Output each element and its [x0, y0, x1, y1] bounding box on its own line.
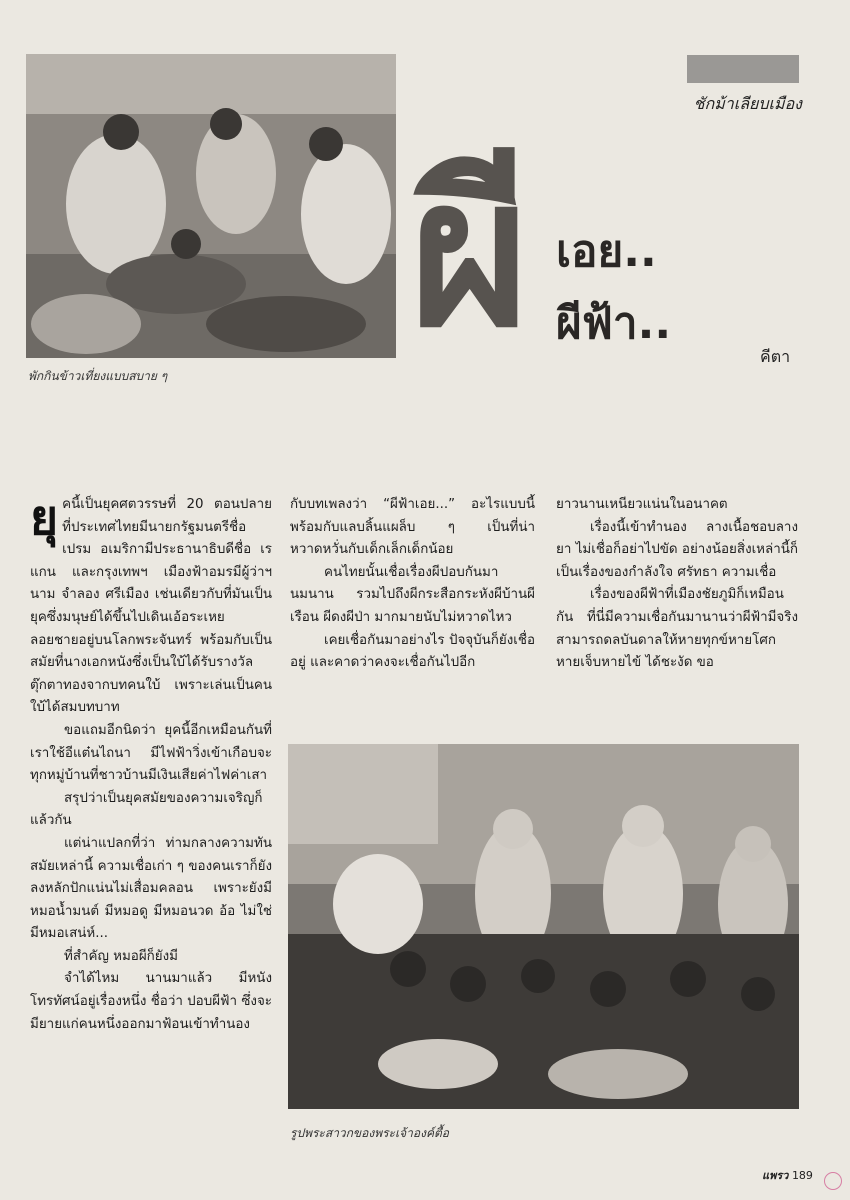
- paragraph: เรื่องของผีฟ้าที่เมืองชัยภูมิก็เหมือนกัน ที่นี่มีความเชื่อกันมานานว่าผีฟ้ามีจริง สามารถดลบันดาลให้หายทุกข์หายโศก หายเจ็บหายไข้ ได้ชะงัด ขอ: [556, 587, 798, 671]
- bottom-photo: [288, 744, 799, 1109]
- article-col-3: [556, 494, 798, 675]
- headline-line2: ผีฟ้า..: [556, 298, 672, 349]
- paragraph: ยาวนานเหนียวแน่นในอนาคต: [556, 497, 728, 512]
- top-photo-caption: พักกินข้าวเที่ยงแบบสบาย ๆ: [28, 369, 168, 383]
- dropcap: ยุ: [30, 490, 59, 546]
- magazine-name: แพรว: [762, 1169, 789, 1182]
- paragraph: จำได้ไหม นานมาแล้ว มีหนังโทรทัศน์อยู่เรื่องหนึ่ง ชื่อว่า ปอบผีฟ้า ซึ่งจะมียายแก่คนหนึ่งออกมาฟ้อนเข้าทำนอง: [30, 971, 272, 1032]
- headline-line1: เอย..: [556, 226, 657, 277]
- paragraph: แต่น่าแปลกที่ว่า ท่ามกลางความทันสมัยเหล่านี้ ความเชื่อเก่า ๆ ของคนเราก็ยังลงหลักปักแน่นไม่เสื่อมคลอน เพราะยังมีหมอน้ำมนต์ มีหมอดู มีหมอนวด อ้อ ไม่ใช่ มีหมอเสน่ห์...: [30, 835, 272, 942]
- paragraph: สรุปว่าเป็นยุคสมัยของความเจริญก็แล้วกัน: [30, 790, 263, 829]
- headline-big: ผี: [410, 135, 527, 373]
- article-col-2: [290, 494, 535, 675]
- paragraph: กับบทเพลงว่า “ผีฟ้าเอย...” อะไรแบบนี้ พร้อมกับแลบลิ้นแผล็บ ๆ เป็นที่น่าหวาดหวั่นกับเด็กเล็กเด็กน้อย: [290, 497, 535, 558]
- section-label: ชักม้าเลียบเมือง: [693, 94, 802, 113]
- article-col-1: [30, 490, 272, 1036]
- paragraph: เรื่องนี้เข้าทำนอง ลางเนื้อชอบลางยา ไม่เชื่อก็อย่าไปขัด อย่างน้อยสิ่งเหล่านี้ก็เป็นเรื่องของกำลังใจ ศรัทธา ความเชื่อ: [556, 519, 798, 580]
- paragraph: ขอแถมอีกนิดว่า ยุคนี้อีกเหมือนกันที่เราใช้อีแต๋นไถนา มีไฟฟ้าวิ่งเข้าเกือบจะทุกหมู่บ้านที่ชาวบ้านมีเงินเสียค่าไฟค่าเสา: [30, 722, 272, 784]
- paragraph: คนไทยนั้นเชื่อเรื่องผีปอบกันมานมนาน รวมไปถึงผีกระสือกระหังผีบ้านผีเรือน ผีดงผีป่า มากมายนับไม่หวาดไหว: [290, 564, 535, 625]
- paragraph: เคยเชื่อกันมาอย่างไร ปัจจุบันก็ยังเชื่ออยู่ และคาดว่าคงจะเชื่อกันไปอีก: [290, 632, 535, 671]
- author: คีตา: [760, 347, 791, 366]
- paragraph: ยุคนี้เป็นยุคศตวรรษที่ 20 ตอนปลาย ที่ประเทศไทยมีนายกรัฐมนตรีชื่อ เปรม อเมริกามีประธานาธิบดีชื่อ เรแกน และกรุงเทพฯ เมืองฟ้าอมรมีผู้ว่าฯ นาม จำลอง ศรีเมือง เช่นเดียวกับที่มันเป็นยุคซึ่งมนุษย์ได้ขึ้นไปเดินเอ้อระเหยลอยชายอยู่บนโลกพระจันทร์ พร้อมกับเป็นสมัยที่นางเอกหนังซึ่งเป็นใบ้ได้รับรางวัลตุ๊กตาทองจากบทคนใบ้ เพราะเล่นเป็นคนใบ้ได้สมบทบาท: [30, 490, 272, 716]
- stamp-icon: [824, 1172, 842, 1190]
- page-number: 189: [791, 1169, 813, 1182]
- paragraph: ที่สำคัญ หมอผีก็ยังมี: [64, 948, 179, 964]
- top-photo: [26, 54, 396, 358]
- section-bar: [687, 55, 799, 83]
- bottom-photo-caption: รูปพระสาวกของพระเจ้าองค์ตื้อ: [290, 1126, 449, 1140]
- page-footer: [762, 1166, 813, 1184]
